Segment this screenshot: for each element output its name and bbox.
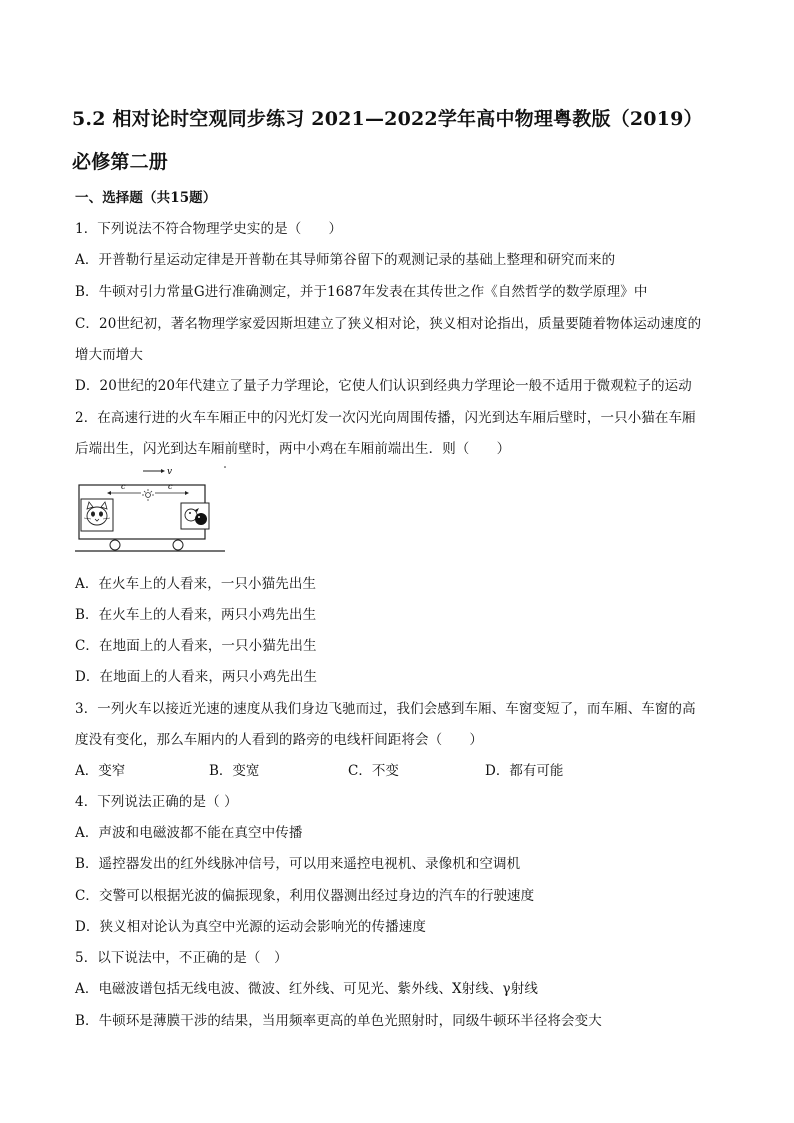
light-speed-left-label: c bbox=[121, 482, 126, 491]
light-speed-right-label: c bbox=[168, 482, 173, 491]
q5-stem: 5．以下说法中，不正确的是（ ） bbox=[75, 950, 288, 966]
q4-option-d: D．狭义相对论认为真空中光源的运动会影响光的传播速度 bbox=[75, 919, 426, 935]
q2-stem: 2．在高速行进的火车车厢正中的闪光灯发一次闪光向周围传播，闪光到达车厢后壁时，一只小猫在车厢 bbox=[75, 410, 696, 426]
q2-option-d: D．在地面上的人看来，两只小鸡先出生 bbox=[75, 669, 318, 685]
q3-stem: 3．一列火车以接近光速的速度从我们身边飞驰而过，我们会感到车厢、车窗变短了，而车厢、车窗的高 bbox=[75, 701, 696, 717]
q2-option-c: C．在地面上的人看来，一只小猫先出生 bbox=[75, 638, 317, 654]
q1-option-c-continued: 增大而增大 bbox=[75, 347, 143, 363]
q3-option-c: C．不变 bbox=[348, 763, 399, 779]
q2-stem-continued: 后端出生，闪光到达车厢前壁时，两中小鸡在车厢前端出生．则（ ） bbox=[75, 441, 511, 457]
q4-option-b: B．遥控器发出的红外线脉冲信号，可以用来遥控电视机、录像机和空调机 bbox=[75, 856, 521, 872]
q4-option-c: C．交警可以根据光波的偏振现象，利用仪器测出经过身边的汽车的行驶速度 bbox=[75, 888, 535, 904]
q1-option-c: C．20世纪初，著名物理学家爱因斯坦建立了狭义相对论，狭义相对论指出，质量要随着物体运动速度的 bbox=[75, 316, 702, 332]
q5-option-b: B．牛顿环是薄膜干涉的结果，当用频率更高的单色光照射时，同级牛顿环半径将会变大 bbox=[75, 1013, 602, 1029]
q2-option-a: A．在火车上的人看来，一只小猫先出生 bbox=[75, 576, 317, 592]
q2-option-b: B．在火车上的人看来，两只小鸡先出生 bbox=[75, 607, 317, 623]
q4-stem: 4．下列说法正确的是（ ） bbox=[75, 794, 238, 810]
flash-lamp-icon bbox=[142, 489, 154, 501]
q4-option-a: A．声波和电磁波都不能在真空中传播 bbox=[75, 825, 303, 841]
q3-option-b: B．变宽 bbox=[209, 763, 260, 779]
chicks-icon bbox=[181, 503, 209, 529]
document-title-line-2: 必修第二册 bbox=[72, 151, 169, 173]
q1-option-d: D．20世纪的20年代建立了量子力学理论，它使人们认识到经典力学理论一般不适用于微观粒子的运动 bbox=[75, 378, 692, 394]
q1-stem: 1．下列说法不符合物理学史实的是（ ） bbox=[75, 221, 343, 237]
q3-option-d: D．都有可能 bbox=[485, 763, 564, 779]
section-heading: 一、选择题（共15题） bbox=[75, 190, 217, 206]
q1-option-a: A．开普勒行星运动定律是开普勒在其导师第谷留下的观测记录的基础上整理和研究而来的 bbox=[75, 252, 616, 268]
velocity-label: v bbox=[167, 467, 173, 477]
document-title-line-1: 5.2 相对论时空观同步练习 2021—2022学年高中物理粤教版（2019） bbox=[72, 108, 703, 130]
q3-option-a: A．变窄 bbox=[75, 763, 126, 779]
kitten-icon bbox=[81, 499, 113, 531]
q5-option-a: A．电磁波谱包括无线电波、微波、红外线、可见光、紫外线、X射线、γ射线 bbox=[75, 981, 538, 997]
q3-stem-continued: 度没有变化，那么车厢内的人看到的路旁的电线杆间距将会（ ） bbox=[75, 732, 483, 748]
q3-options bbox=[75, 759, 725, 779]
train-figure bbox=[75, 463, 231, 557]
q1-option-b: B．牛顿对引力常量G进行准确测定，并于1687年发表在其传世之作《自然哲学的数学原理》中 bbox=[75, 284, 648, 300]
